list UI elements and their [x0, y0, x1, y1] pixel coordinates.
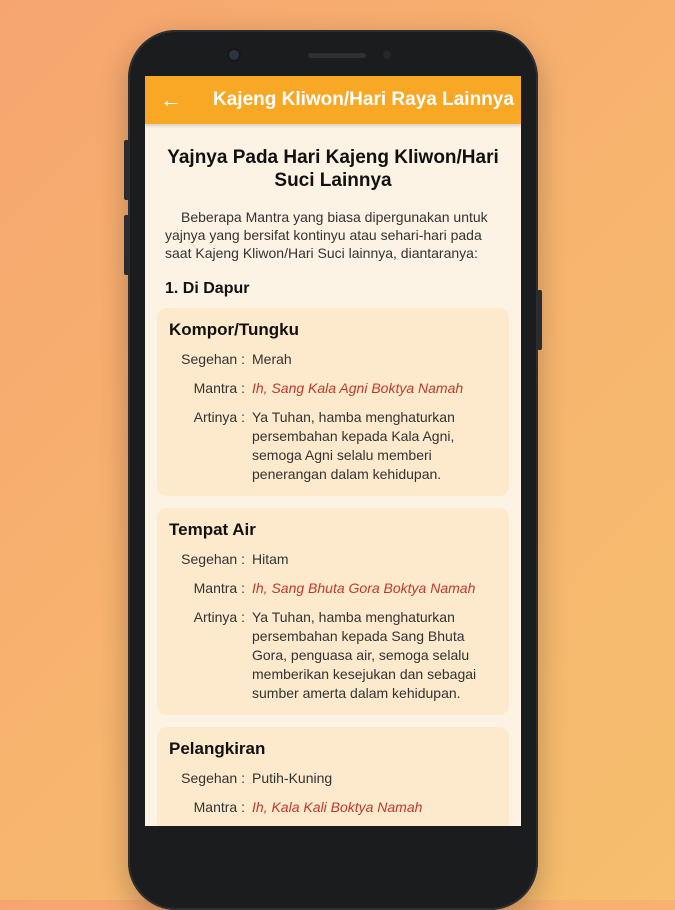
segehan-label: Segehan :	[181, 351, 245, 367]
mantra-label: Mantra :	[193, 580, 245, 596]
back-button[interactable]	[145, 87, 197, 113]
earpiece-speaker	[308, 53, 366, 58]
section-heading: 1. Di Dapur	[165, 280, 250, 297]
artinya-row	[169, 408, 497, 484]
mantra-label: Mantra :	[193, 799, 245, 815]
scroll-content[interactable]	[145, 124, 521, 826]
segehan-row	[169, 350, 497, 369]
artinya-label: Artinya :	[193, 609, 245, 625]
segehan-label: Segehan :	[181, 551, 245, 567]
mantra-row	[169, 579, 497, 598]
volume-button	[124, 140, 129, 200]
arrow-left-icon: ←	[160, 87, 182, 112]
volume-button-lower	[124, 215, 129, 275]
app-bar	[145, 76, 521, 124]
artinya-value: Ya Tuhan, hamba menghaturkan persembahan kepada Kala Agni, semoga Agni selalu memberi penerangan dalam kehidupan.	[252, 409, 455, 482]
card-title: Pelangkiran	[169, 739, 266, 758]
mantra-value: Ih, Kala Kali Boktya Namah	[252, 799, 423, 815]
segehan-row	[169, 769, 497, 788]
page-title: Yajnya Pada Hari Kajeng Kliwon/Hari Suci Lainnya	[167, 147, 499, 191]
card-title: Kompor/Tungku	[169, 320, 299, 339]
artinya-label: Artinya :	[193, 409, 245, 425]
segehan-value: Merah	[252, 351, 292, 367]
front-camera	[229, 50, 239, 60]
mantra-value: Ih, Sang Kala Agni Boktya Namah	[252, 380, 464, 396]
power-button	[537, 290, 542, 350]
intro-text: Beberapa Mantra yang biasa dipergunakan untuk yajnya yang bersifat kontinyu atau sehari-hari pada saat Kajeng Kliwon/Hari Suci lainnya, diantaranya:	[165, 209, 488, 261]
proximity-sensor	[383, 51, 391, 59]
artinya-value: Ya Tuhan, hamba menghaturkan persembahan kepada Sang Bhuta Gora, penguasa air, semoga selalu memberikan kesejukan dan sebagai sumber amerta dalam kehidupan.	[252, 609, 477, 701]
card-title: Tempat Air	[169, 520, 256, 539]
app-screen	[145, 76, 521, 826]
mantra-card	[157, 727, 509, 826]
mantra-row	[169, 798, 497, 817]
mantra-card	[157, 508, 509, 715]
mantra-label: Mantra :	[193, 380, 245, 396]
mantra-card	[157, 308, 509, 496]
segehan-value: Putih-Kuning	[252, 770, 333, 786]
app-bar-title: Kajeng Kliwon/Hari Raya Lainnya	[213, 89, 514, 110]
segehan-label: Segehan :	[181, 770, 245, 786]
artinya-row	[169, 608, 497, 703]
mantra-row	[169, 379, 497, 398]
mantra-value: Ih, Sang Bhuta Gora Boktya Namah	[252, 580, 476, 596]
segehan-row	[169, 550, 497, 569]
segehan-value: Hitam	[252, 551, 289, 567]
